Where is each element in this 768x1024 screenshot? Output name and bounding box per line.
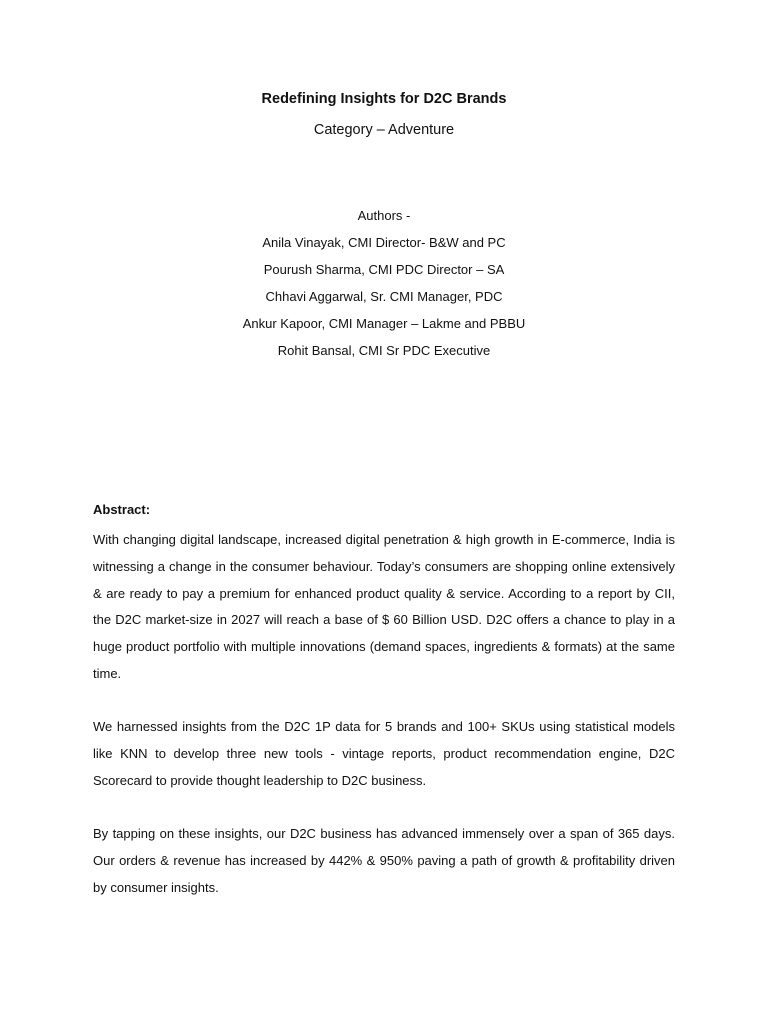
author-line: Chhavi Aggarwal, Sr. CMI Manager, PDC xyxy=(265,289,503,304)
document-title: Redefining Insights for D2C Brands xyxy=(261,91,507,107)
author-line: Pourush Sharma, CMI PDC Director – SA xyxy=(263,262,505,277)
paragraph-spacer xyxy=(93,688,675,715)
abstract-paragraph: We harnessed insights from the D2C 1P data for 5 brands and 100+ SKUs using statistical models like KNN to develop three new tools - vintage reports, product recommendation engine, D2C Scorecard to provide thought leadership to D2C business. xyxy=(93,719,675,788)
abstract-section xyxy=(93,500,675,902)
authors-heading: Authors - xyxy=(357,208,411,223)
abstract-paragraph: With changing digital landscape, increased digital penetration & high growth in E-commerce, India is witnessing a change in the consumer behaviour. Today’s consumers are shopping online extensively & are ready to pay a premium for enhanced product quality & service. According to a report by CII, the D2C market-size in 2027 will reach a base of $ 60 Billion USD. D2C offers a chance to play in a huge product portfolio with multiple innovations (demand spaces, ingredients & formats) at the same time. xyxy=(93,532,675,681)
document-category: Category – Adventure xyxy=(313,122,455,138)
author-line: Anila Vinayak, CMI Director- B&W and PC xyxy=(262,235,506,250)
abstract-heading: Abstract: xyxy=(93,502,151,517)
author-line: Ankur Kapoor, CMI Manager – Lakme and PBBU xyxy=(242,316,526,331)
authors-block xyxy=(0,206,768,368)
author-line: Rohit Bansal, CMI Sr PDC Executive xyxy=(277,343,491,358)
paragraph-spacer xyxy=(93,795,675,822)
abstract-paragraph: By tapping on these insights, our D2C business has advanced immensely over a span of 365 days. Our orders & revenue has increased by 442% & 950% paving a path of growth & profitability driven by consumer insights. xyxy=(93,826,675,895)
